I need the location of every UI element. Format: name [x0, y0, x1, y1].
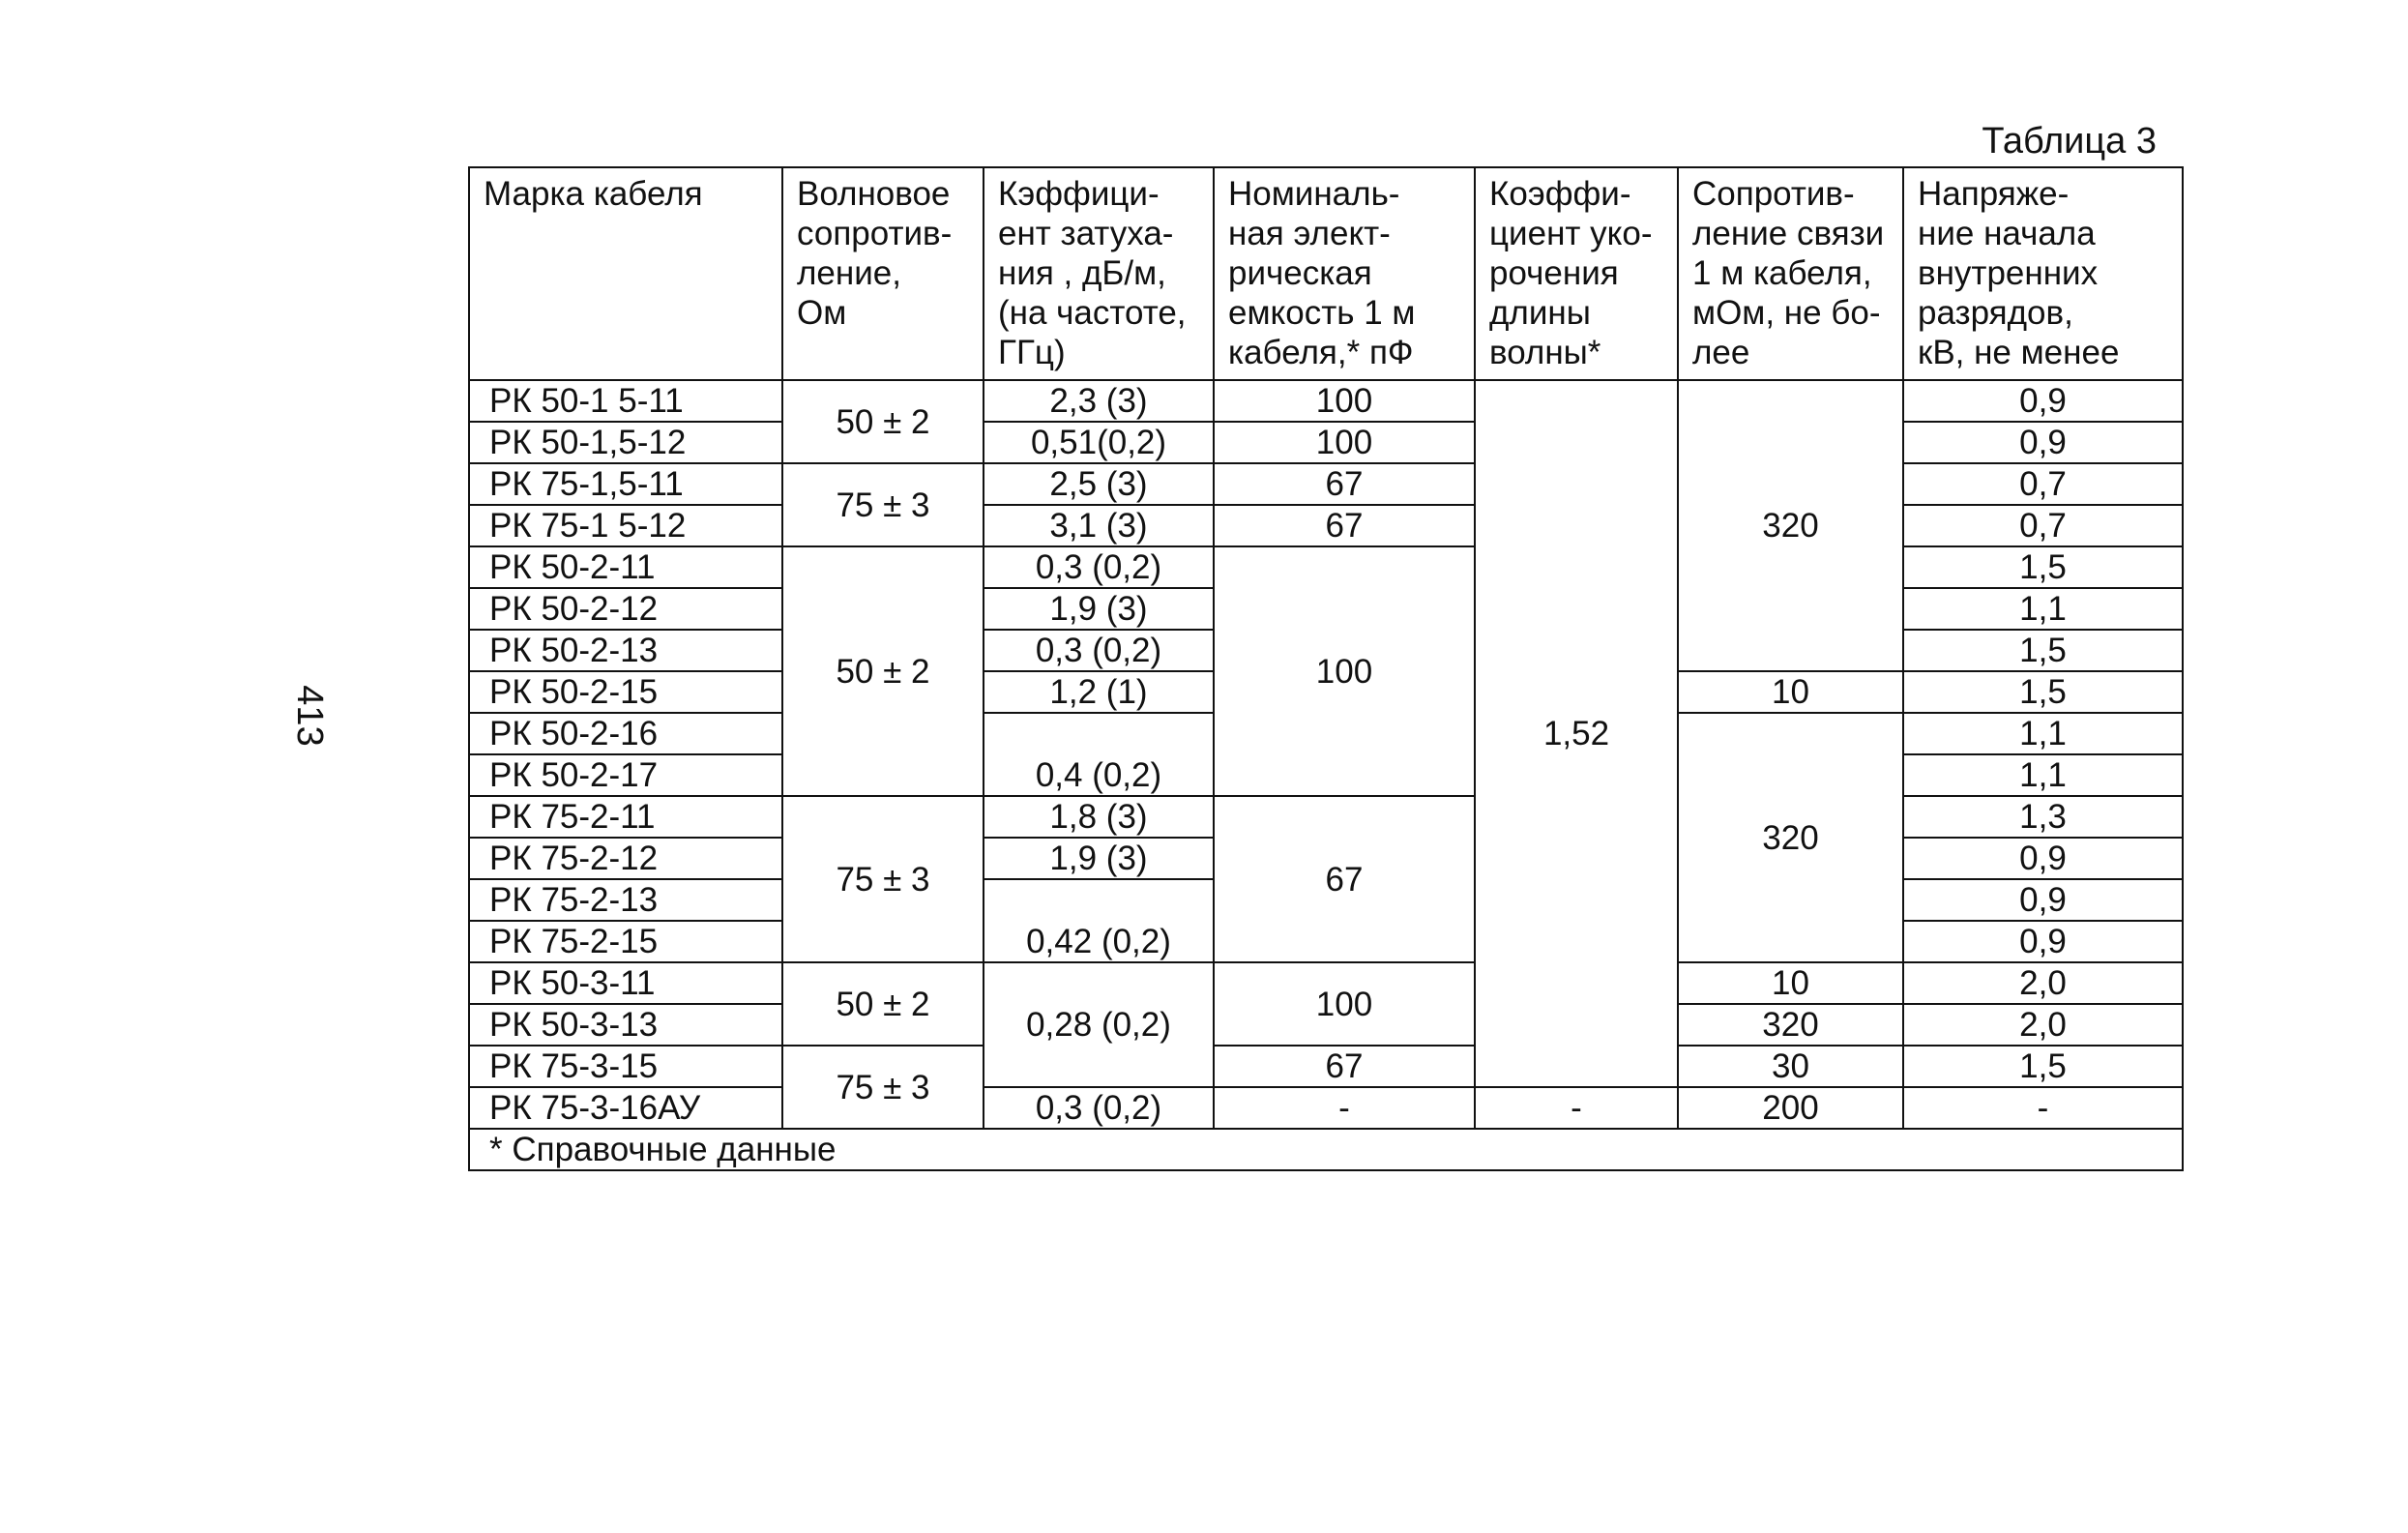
cable-brand-cell: РК 50-2-15 [469, 671, 782, 713]
attenuation-cell: 0,28 (0,2) [984, 962, 1214, 1087]
cable-brand-cell: РК 75-2-13 [469, 879, 782, 921]
capacitance-cell: 100 [1214, 422, 1475, 463]
page-number: 413 [289, 685, 330, 747]
table-row [469, 546, 2183, 588]
coupling-cell: 320 [1678, 1004, 1903, 1046]
table-row [469, 463, 2183, 505]
cable-brand-cell: РК 50-3-11 [469, 962, 782, 1004]
cable-brand-cell: РК 75-3-15 [469, 1046, 782, 1087]
voltage-cell: 1,5 [1903, 671, 2183, 713]
attenuation-cell: 0,3 (0,2) [984, 1087, 1214, 1129]
cable-spec-table [468, 166, 2184, 1171]
attenuation-cell: 0,4 (0,2) [984, 713, 1214, 796]
coupling-cell: 10 [1678, 962, 1903, 1004]
footnote: * Справочные данные [469, 1129, 2183, 1170]
coupling-cell: 200 [1678, 1087, 1903, 1129]
attenuation-cell: 0,3 (0,2) [984, 630, 1214, 671]
attenuation-cell: 0,3 (0,2) [984, 546, 1214, 588]
impedance-cell: 50 ± 2 [782, 962, 984, 1046]
table-caption: Таблица 3 [1982, 121, 2157, 162]
cable-brand-cell: РК 75-2-11 [469, 796, 782, 838]
voltage-cell: 2,0 [1903, 962, 2183, 1004]
impedance-cell: 50 ± 2 [782, 546, 984, 796]
impedance-cell: 75 ± 3 [782, 463, 984, 546]
cable-brand-cell: РК 75-1,5-11 [469, 463, 782, 505]
voltage-cell: - [1903, 1087, 2183, 1129]
table-row [469, 962, 2183, 1004]
voltage-cell: 2,0 [1903, 1004, 2183, 1046]
cable-brand-cell: РК 75-1 5-12 [469, 505, 782, 546]
attenuation-cell: 0,42 (0,2) [984, 879, 1214, 962]
capacitance-cell: 67 [1214, 505, 1475, 546]
cable-brand-cell: РК 50-1 5-11 [469, 380, 782, 422]
voltage-cell: 1,5 [1903, 1046, 2183, 1087]
voltage-cell: 0,9 [1903, 879, 2183, 921]
impedance-cell: 75 ± 3 [782, 1046, 984, 1129]
voltage-cell: 1,5 [1903, 630, 2183, 671]
cable-brand-cell: РК 50-2-11 [469, 546, 782, 588]
impedance-cell: 50 ± 2 [782, 380, 984, 463]
cable-brand-cell: РК 75-2-12 [469, 838, 782, 879]
attenuation-cell: 1,2 (1) [984, 671, 1214, 713]
capacitance-cell: - [1214, 1087, 1475, 1129]
voltage-cell: 0,9 [1903, 838, 2183, 879]
table-row [469, 380, 2183, 422]
shortening-cell: - [1475, 1087, 1678, 1129]
coupling-cell: 30 [1678, 1046, 1903, 1087]
header-coupling: Сопротив- ление связи 1 м кабеля, мОм, не бо- лее [1678, 167, 1903, 380]
voltage-cell: 1,3 [1903, 796, 2183, 838]
coupling-cell: 320 [1678, 713, 1903, 962]
cable-brand-cell: РК 50-3-13 [469, 1004, 782, 1046]
voltage-cell: 1,5 [1903, 546, 2183, 588]
capacitance-cell: 67 [1214, 796, 1475, 962]
header-impedance: Волновое сопротив- ление, Ом [782, 167, 984, 380]
attenuation-cell: 3,1 (3) [984, 505, 1214, 546]
header-shortening: Коэффи- циент уко- рочения длины волны* [1475, 167, 1678, 380]
attenuation-cell: 1,9 (3) [984, 588, 1214, 630]
voltage-cell: 0,9 [1903, 380, 2183, 422]
voltage-cell: 1,1 [1903, 754, 2183, 796]
voltage-cell: 1,1 [1903, 713, 2183, 754]
cable-brand-cell: РК 50-2-13 [469, 630, 782, 671]
header-voltage: Напряже- ние начала внутренних разрядов, кВ, не менее [1903, 167, 2183, 380]
attenuation-cell: 2,3 (3) [984, 380, 1214, 422]
header-brand: Марка кабеля [469, 167, 782, 380]
voltage-cell: 0,7 [1903, 505, 2183, 546]
capacitance-cell: 67 [1214, 463, 1475, 505]
capacitance-cell: 100 [1214, 962, 1475, 1046]
capacitance-cell: 100 [1214, 380, 1475, 422]
attenuation-cell: 1,9 (3) [984, 838, 1214, 879]
shortening-cell: 1,52 [1475, 380, 1678, 1087]
voltage-cell: 0,7 [1903, 463, 2183, 505]
cable-brand-cell: РК 50-1,5-12 [469, 422, 782, 463]
voltage-cell: 0,9 [1903, 921, 2183, 962]
cable-brand-cell: РК 75-2-15 [469, 921, 782, 962]
table-row [469, 1046, 2183, 1087]
voltage-cell: 0,9 [1903, 422, 2183, 463]
header-capacitance: Номиналь- ная элект- рическая емкость 1 м кабеля,* пФ [1214, 167, 1475, 380]
table-row [469, 796, 2183, 838]
attenuation-cell: 2,5 (3) [984, 463, 1214, 505]
table-row [469, 1087, 2183, 1129]
table-row [469, 505, 2183, 546]
voltage-cell: 1,1 [1903, 588, 2183, 630]
coupling-cell: 320 [1678, 380, 1903, 671]
cable-brand-cell: РК 50-2-17 [469, 754, 782, 796]
impedance-cell: 75 ± 3 [782, 796, 984, 962]
footnote-row [469, 1129, 2183, 1170]
capacitance-cell: 67 [1214, 1046, 1475, 1087]
coupling-cell: 10 [1678, 671, 1903, 713]
cable-brand-cell: РК 75-3-16АУ [469, 1087, 782, 1129]
cable-brand-cell: РК 50-2-12 [469, 588, 782, 630]
capacitance-cell: 100 [1214, 546, 1475, 796]
attenuation-cell: 1,8 (3) [984, 796, 1214, 838]
attenuation-cell: 0,51(0,2) [984, 422, 1214, 463]
cable-brand-cell: РК 50-2-16 [469, 713, 782, 754]
header-row [469, 167, 2183, 380]
table-row [469, 422, 2183, 463]
header-attenuation: Кэффици- ент затуха- ния , дБ/м, (на частоте, ГГц) [984, 167, 1214, 380]
